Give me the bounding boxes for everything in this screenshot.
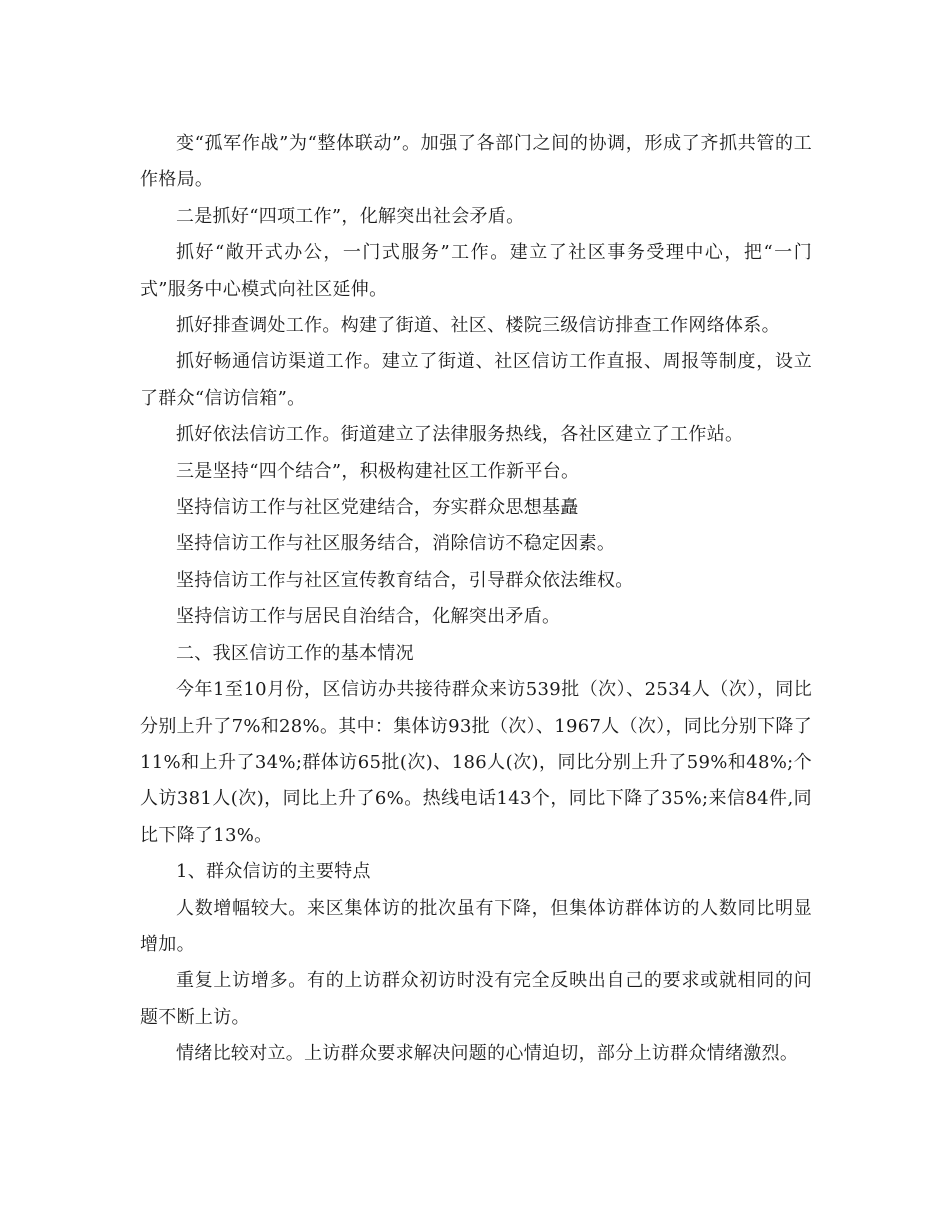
paragraph: 抓好畅通信访渠道工作。建立了街道、社区信访工作直报、周报等制度，设立了群众“信访信箱”。 (140, 351, 812, 409)
paragraph: 抓好“敞开式办公，一门式服务”工作。建立了社区事务受理中心，把“一门式”服务中心模式向社区延伸。 (140, 242, 812, 300)
paragraph: 坚持信访工作与居民自治结合，化解突出矛盾。 (176, 606, 561, 628)
paragraph: 坚持信访工作与社区党建结合，夯实群众思想基矗 (176, 497, 579, 519)
paragraph: 三是坚持“四个结合”，积极构建社区工作新平台。 (176, 460, 580, 482)
paragraph: 今年1至10月份，区信访办共接待群众来访539批（次）、2534人（次），同比分别上升了7%和28%。其中：集体访93批（次）、1967人（次），同比分别下降了11%和上升了34%;群体访65批(次)、186人(次)，同比分别上升了59%和48%;个人访381人(次)，同比上升了6%。热线电话143个，同比下降了35%;来信84件,同比下降了13%。 (140, 679, 812, 846)
paragraph: 人数增幅较大。来区集体访的批次虽有下降，但集体访群体访的人数同比明显增加。 (140, 897, 812, 955)
paragraph: 变“孤军作战”为“整体联动”。加强了各部门之间的协调，形成了齐抓共管的工作格局。 (140, 133, 812, 191)
paragraph: 坚持信访工作与社区服务结合，消除信访不稳定因素。 (176, 533, 616, 555)
paragraph: 坚持信访工作与社区宣传教育结合，引导群众依法维权。 (176, 569, 634, 591)
paragraph: 二是抓好“四项工作”，化解突出社会矛盾。 (176, 205, 525, 227)
paragraph: 抓好排查调处工作。构建了街道、社区、楼院三级信访排查工作网络体系。 (176, 315, 780, 337)
subsection-heading: 1、群众信访的主要特点 (176, 861, 371, 883)
paragraph: 抓好依法信访工作。街道建立了法律服务热线，各社区建立了工作站。 (176, 424, 744, 446)
paragraph: 情绪比较对立。上访群众要求解决问题的心情迫切，部分上访群众情绪激烈。 (176, 1043, 799, 1065)
section-heading: 二、我区信访工作的基本情况 (176, 642, 414, 664)
document-body (140, 126, 812, 1073)
paragraph: 重复上访增多。有的上访群众初访时没有完全反映出自己的要求或就相同的问题不断上访。 (140, 970, 812, 1028)
